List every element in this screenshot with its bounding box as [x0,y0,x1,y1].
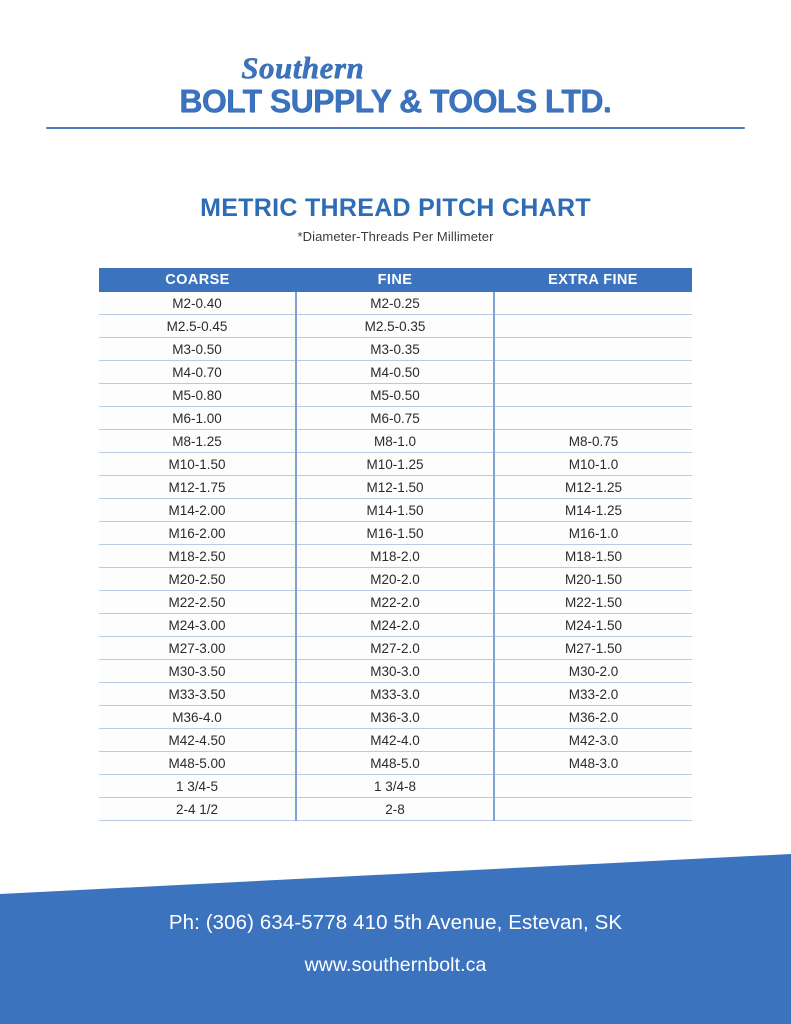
logo-main-text: BOLT SUPPLY & TOOLS LTD. [179,83,611,119]
cell-coarse: 1 3/4-5 [99,775,296,798]
cell-extra-fine: M14-1.25 [494,499,692,522]
footer-website-line[interactable]: www.southernbolt.ca [304,954,487,976]
cell-extra-fine [494,361,692,384]
column-header-coarse: COARSE [99,268,296,292]
cell-extra-fine: M18-1.50 [494,545,692,568]
cell-coarse: M16-2.00 [99,522,296,545]
footer-text-block [0,839,791,1024]
cell-extra-fine [494,292,692,315]
table-row [99,545,692,568]
cell-extra-fine [494,384,692,407]
cell-extra-fine: M12-1.25 [494,476,692,499]
cell-fine: M24-2.0 [296,614,494,637]
cell-coarse: M48-5.00 [99,752,296,775]
cell-coarse: M42-4.50 [99,729,296,752]
cell-fine: M42-4.0 [296,729,494,752]
cell-fine: M6-0.75 [296,407,494,430]
cell-fine: M3-0.35 [296,338,494,361]
table-row [99,384,692,407]
table-header [99,268,692,292]
cell-extra-fine [494,338,692,361]
cell-extra-fine: M36-2.0 [494,706,692,729]
cell-extra-fine: M42-3.0 [494,729,692,752]
cell-coarse: M12-1.75 [99,476,296,499]
cell-coarse: M8-1.25 [99,430,296,453]
table-row [99,798,692,821]
cell-coarse: M27-3.00 [99,637,296,660]
cell-fine: M10-1.25 [296,453,494,476]
table-row [99,453,692,476]
table-row [99,522,692,545]
cell-coarse: M20-2.50 [99,568,296,591]
table-row [99,637,692,660]
table-row [99,407,692,430]
table-row [99,476,692,499]
cell-coarse: M5-0.80 [99,384,296,407]
page-title: METRIC THREAD PITCH CHART [200,194,591,222]
table-row [99,292,692,315]
cell-fine: M12-1.50 [296,476,494,499]
cell-coarse: M36-4.0 [99,706,296,729]
cell-coarse: M22-2.50 [99,591,296,614]
table-row [99,361,692,384]
cell-extra-fine: M27-1.50 [494,637,692,660]
cell-fine: M36-3.0 [296,706,494,729]
cell-extra-fine: M22-1.50 [494,591,692,614]
cell-fine: M16-1.50 [296,522,494,545]
cell-extra-fine [494,798,692,821]
cell-fine: M4-0.50 [296,361,494,384]
thread-pitch-table [99,268,692,821]
cell-extra-fine [494,315,692,338]
cell-fine: M33-3.0 [296,683,494,706]
table-row [99,315,692,338]
cell-fine: M2.5-0.35 [296,315,494,338]
cell-coarse: M10-1.50 [99,453,296,476]
cell-coarse: M2-0.40 [99,292,296,315]
cell-extra-fine: M24-1.50 [494,614,692,637]
cell-extra-fine: M10-1.0 [494,453,692,476]
cell-fine: M30-3.0 [296,660,494,683]
cell-extra-fine: M8-0.75 [494,430,692,453]
cell-fine: M20-2.0 [296,568,494,591]
cell-coarse: M2.5-0.45 [99,315,296,338]
cell-extra-fine: M30-2.0 [494,660,692,683]
table-row [99,729,692,752]
page-subtitle: *Diameter-Threads Per Millimeter [297,229,494,244]
cell-extra-fine: M20-1.50 [494,568,692,591]
cell-fine: M27-2.0 [296,637,494,660]
table-row [99,338,692,361]
cell-coarse: 2-4 1/2 [99,798,296,821]
cell-fine: M5-0.50 [296,384,494,407]
table-header-row [99,268,692,292]
table-body [99,292,692,821]
table-row [99,499,692,522]
cell-coarse: M3-0.50 [99,338,296,361]
table-row [99,660,692,683]
table-row [99,683,692,706]
cell-coarse: M6-1.00 [99,407,296,430]
cell-extra-fine: M16-1.0 [494,522,692,545]
logo-script-text: Southern [241,50,364,85]
cell-extra-fine: M48-3.0 [494,752,692,775]
column-header-fine: FINE [296,268,494,292]
cell-coarse: M33-3.50 [99,683,296,706]
cell-fine: M14-1.50 [296,499,494,522]
cell-fine: 1 3/4-8 [296,775,494,798]
table-row [99,706,692,729]
cell-extra-fine [494,775,692,798]
cell-extra-fine [494,407,692,430]
header-divider-rule [46,127,745,129]
table-row [99,568,692,591]
cell-coarse: M14-2.00 [99,499,296,522]
cell-coarse: M24-3.00 [99,614,296,637]
page-footer [0,839,791,1024]
table-row [99,775,692,798]
company-logo [0,52,791,119]
cell-fine: 2-8 [296,798,494,821]
cell-coarse: M30-3.50 [99,660,296,683]
column-header-extra-fine: EXTRA FINE [494,268,692,292]
table-row [99,591,692,614]
table-row [99,430,692,453]
cell-coarse: M18-2.50 [99,545,296,568]
cell-fine: M18-2.0 [296,545,494,568]
cell-fine: M48-5.0 [296,752,494,775]
cell-fine: M8-1.0 [296,430,494,453]
table-row [99,752,692,775]
cell-fine: M2-0.25 [296,292,494,315]
footer-contact-line: Ph: (306) 634-5778 410 5th Avenue, Estevan, SK [168,911,623,934]
cell-extra-fine: M33-2.0 [494,683,692,706]
cell-coarse: M4-0.70 [99,361,296,384]
table-row [99,614,692,637]
cell-fine: M22-2.0 [296,591,494,614]
